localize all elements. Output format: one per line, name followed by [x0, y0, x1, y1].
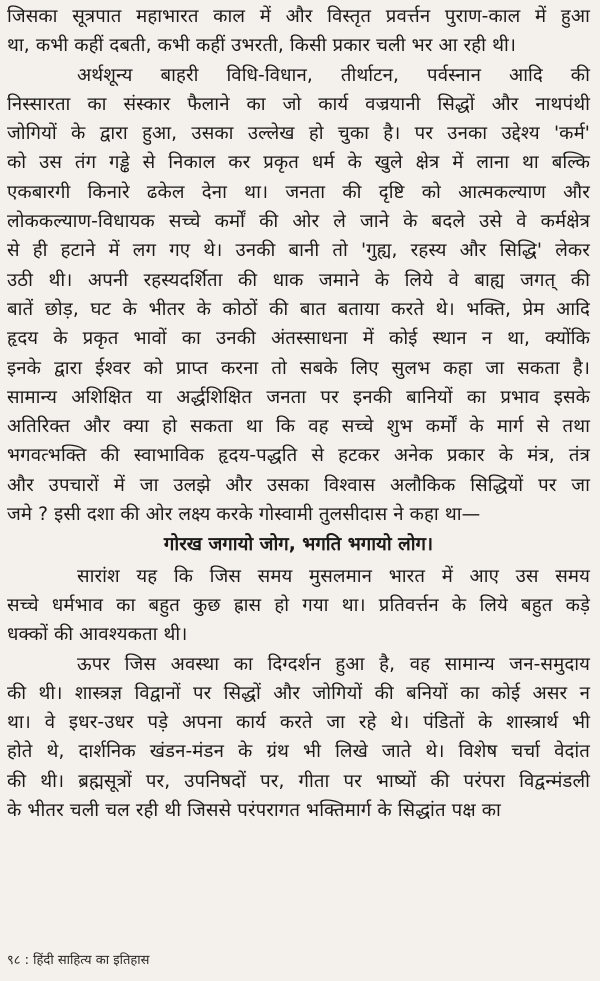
body-text: [7, 2, 590, 529]
text-line: सारांश यह कि जिस समय मुसलमान भारत में आए उस समय: [77, 565, 590, 587]
paragraph: [7, 650, 590, 826]
text-line: था, कभी कहीं दबती, कभी कहीं उभरती, किसी प्रकार चली भर आ रही थी।: [7, 35, 517, 57]
paragraph: [7, 61, 590, 530]
text-line: की थी। शास्त्रज्ञ विद्वानों पर सिद्धों और जोगियों की बनियों का कोई असर न: [7, 682, 590, 704]
text-line: सामान्य अशिक्षित या अर्द्धशिक्षित जनता पर इनकी बानियों का प्रभाव इसके: [7, 386, 590, 408]
verse-couplet: गोरख जगायो जोग, भगति भगायो लोग।: [163, 534, 434, 556]
text-line: था। वे इधर-उधर पड़े अपना कार्य करते जा रहे थे। पंडितों के शास्त्रार्थ भी: [7, 712, 590, 734]
text-line: भगवत्भक्ति की स्वाभाविक हृदय-पद्धति से हटकर अनेक प्रकार के मंत्र, तंत्र: [7, 445, 590, 467]
text-line: जिसका सूत्रपात महाभारत काल में और विस्तृत प्रवर्त्तन पुराण-काल में हुआ: [7, 6, 590, 27]
paragraph: [7, 562, 590, 650]
paragraph: [7, 2, 590, 61]
text-line: सच्चे धर्मभाव का बहुत कुछ ह्रास हो गया था। प्रतिवर्त्तन के लिये बहुत कड़े: [7, 594, 590, 616]
text-line: लोककल्याण-विधायक सच्चे कर्मों की ओर ले जाने के बदले उसे वे कर्मक्षेत्र: [7, 211, 590, 233]
page-footer: ९८ : हिंदी साहित्य का इतिहास: [7, 953, 150, 968]
text-line: से ही हटाने में लग गए थे। उनकी बानी तो 'गुह्य, रहस्य और सिद्धि' लेकर: [7, 240, 590, 262]
text-line: एकबारगी किनारे ढकेल देना था। जनता की दृष्टि को आत्मकल्याण और: [7, 181, 590, 203]
text-line: अतिरिक्त और क्या हो सकता था कि वह सच्चे शुभ कर्मों के मार्ग से तथा: [7, 416, 590, 438]
text-line: बातें छोड़, घट के भीतर के कोठों की बात बताया करते थे। भक्ति, प्रेम आदि: [7, 298, 590, 320]
text-line: होते थे, दार्शनिक खंडन-मंडन के ग्रंथ भी लिखे जाते थे। विशेष चर्चा वेदांत: [7, 741, 590, 763]
text-line: जमे ? इसी दशा की ओर लक्ष्य करके गोस्वामी तुलसीदास ने कहा था—: [7, 504, 481, 526]
text-line: के भीतर चली चल रही थी जिससे परंपरागत भक्तिमार्ग के सिद्धांत पक्ष का: [7, 800, 501, 822]
text-line: ऊपर जिस अवस्था का दिग्दर्शन हुआ है, वह सामान्य जन-समुदाय: [77, 653, 590, 675]
text-line: इनके द्वारा ईश्वर को प्राप्त करना तो सबके लिए सुलभ कहा जा सकता है।: [7, 357, 590, 379]
text-line: और उपचारों में जा उलझे और उसका विश्वास अलौकिक सिद्धियों पर जा: [7, 474, 590, 496]
text-line: हृदय के प्रकृत भावों का उनकी अंतस्साधना में कोई स्थान न था, क्योंकि: [7, 328, 590, 350]
text-line: निस्सारता का संस्कार फैलाने का जो कार्य वज्रयानी सिद्धों और नाथपंथी: [7, 93, 590, 115]
text-line: अर्थशून्य बाहरी विधि-विधान, तीर्थाटन, पर्वस्नान आदि की: [77, 64, 590, 86]
text-line: धक्कों की आवश्यकता थी।: [7, 624, 188, 646]
body-text-continued: [7, 562, 590, 826]
text-line: उठी थी। अपनी रहस्यदर्शिता की धाक जमाने के लिये वे बाह्य जगत् की: [7, 269, 590, 291]
text-line: जोगियों के द्वारा हुआ, उसका उल्लेख हो चुका है। पर उनका उद्देश्य 'कर्म': [7, 123, 590, 145]
text-line: की थी। ब्रह्मसूत्रों पर, उपनिषदों पर, गीता पर भाष्यों की परंपरा विद्वन्मंडली: [7, 770, 590, 792]
text-line: को उस तंग गड्ढे से निकाल कर प्रकृत धर्म के खुले क्षेत्र में लाना था बल्कि: [7, 152, 590, 174]
